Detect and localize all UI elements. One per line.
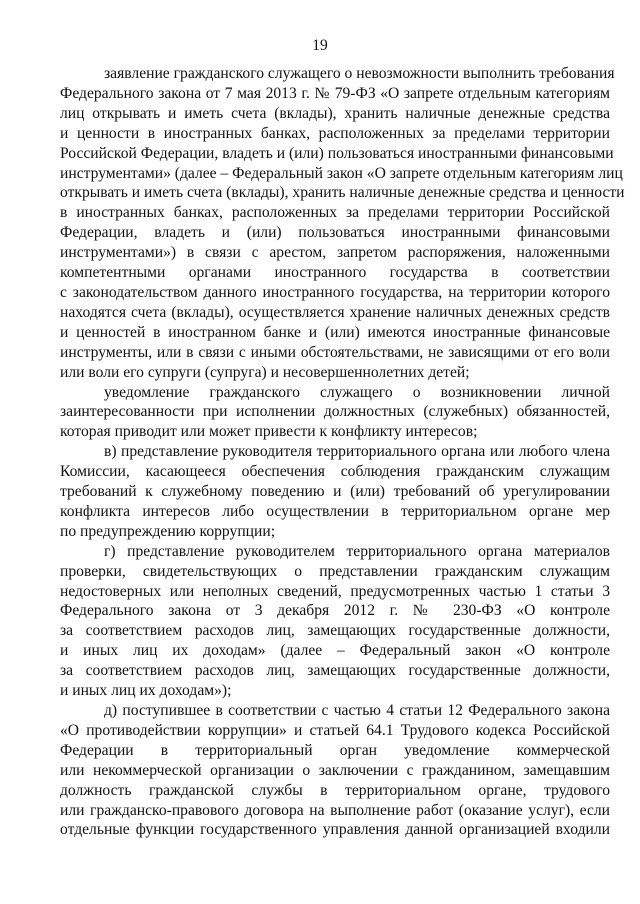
paragraph-line: конфликта интересов либо осуществлении в территориальном органе мер	[60, 502, 610, 520]
paragraph-p1	[60, 64, 625, 383]
paragraph-line: в иностранных банках, расположенных за пределами территории Российской	[60, 204, 610, 222]
paragraph-line: Федерации, владеть и (или) пользоваться иностранными финансовыми	[60, 224, 610, 242]
paragraph-line: и ценностей в иностранном банке и (или) имеются иностранные финансовые	[60, 323, 610, 341]
paragraph-line: должность гражданской службы в территориальном органе, трудового	[60, 781, 610, 799]
paragraph-line: за соответствием расходов лиц, замещающих государственные должности,	[60, 662, 610, 680]
paragraph-line: лиц открывать и иметь счета (вклады), хранить наличные денежные средства	[60, 104, 610, 122]
paragraph-line: инструментами») в связи с арестом, запретом распоряжения, наложенными	[60, 244, 610, 262]
paragraph-line: д) поступившее в соответствии с частью 4 статьи 12 Федерального закона	[104, 702, 610, 719]
paragraph-line: проверки, свидетельствующих о представлении гражданским служащим	[60, 562, 610, 580]
paragraph-line: Комиссии, касающееся обеспечения соблюдения гражданским служащим	[60, 463, 610, 481]
paragraph-line: в) представление руководителя территориального органа или любого члена	[104, 443, 610, 461]
paragraph-line: и ценности в иностранных банках, расположенных за пределами территории	[60, 124, 610, 142]
paragraph-line: и иных лиц их доходам»);	[60, 682, 232, 700]
paragraph-line: или некоммерческой организации о заключении с гражданином, замещавшим	[60, 761, 610, 779]
paragraph-line: Федерации в территориальный орган уведомление коммерческой	[60, 741, 610, 759]
paragraph-line: требований к служебному поведению и (или) требований об урегулировании	[60, 483, 610, 501]
paragraph-line: находятся счета (вклады), осуществляется хранение наличных денежных средств	[60, 303, 610, 321]
paragraph-line: «О противодействии коррупции» и статьей 64.1 Трудового кодекса Российской	[60, 721, 610, 739]
document-body	[60, 64, 625, 840]
paragraph-line: по предупреждению коррупции;	[60, 522, 276, 540]
paragraph-line: открывать и иметь счета (вклады), хранить наличные денежные средства и ценности	[60, 184, 625, 202]
paragraph-line: инструментами» (далее – Федеральный закон «О запрете отдельным категориям лиц	[60, 164, 623, 182]
paragraph-p4	[60, 542, 610, 701]
paragraph-p5	[60, 701, 610, 840]
paragraph-line: недостоверных или неполных сведений, предусмотренных частью 1 статьи 3	[60, 582, 610, 600]
paragraph-line: Федерального закона от 7 мая 2013 г. № 79-ФЗ «О запрете отдельным категориям	[60, 84, 610, 102]
paragraph-p2	[60, 383, 610, 443]
paragraph-line: отдельные функции государственного управления данной организацией входили	[60, 821, 610, 839]
paragraph-line: Федерального закона от 3 декабря 2012 г. № 230-ФЗ «О контроле	[60, 602, 610, 620]
paragraph-line: за соответствием расходов лиц, замещающих государственные должности,	[60, 622, 610, 640]
paragraph-line: Российской Федерации, владеть и (или) пользоваться иностранными финансовыми	[60, 144, 614, 162]
paragraph-line: заявление гражданского служащего о невозможности выполнить требования	[104, 65, 615, 82]
paragraph-p3	[60, 442, 610, 542]
paragraph-line: и иных лиц их доходам» (далее – Федеральный закон «О контроле	[60, 642, 610, 660]
paragraph-line: или гражданско-правового договора на выполнение работ (оказание услуг), если	[60, 801, 610, 819]
paragraph-line: уведомление гражданского служащего о возникновении личной	[104, 383, 610, 401]
paragraph-line: компетентными органами иностранного государства в соответствии	[60, 264, 610, 282]
paragraph-line: инструменты, или в связи с иными обстоятельствами, не зависящими от его воли	[60, 343, 610, 361]
page-number: 19	[312, 37, 328, 54]
paragraph-line: с законодательством данного иностранного государства, на территории которого	[60, 283, 610, 301]
paragraph-line: которая приводит или может привести к конфликту интересов;	[60, 423, 478, 441]
paragraph-line: или воли его супруги (супруга) и несовершеннолетних детей;	[60, 363, 470, 381]
paragraph-line: г) представление руководителем территориального органа материалов	[104, 542, 610, 560]
paragraph-line: заинтересованности при исполнении должностных (служебных) обязанностей,	[60, 403, 610, 421]
